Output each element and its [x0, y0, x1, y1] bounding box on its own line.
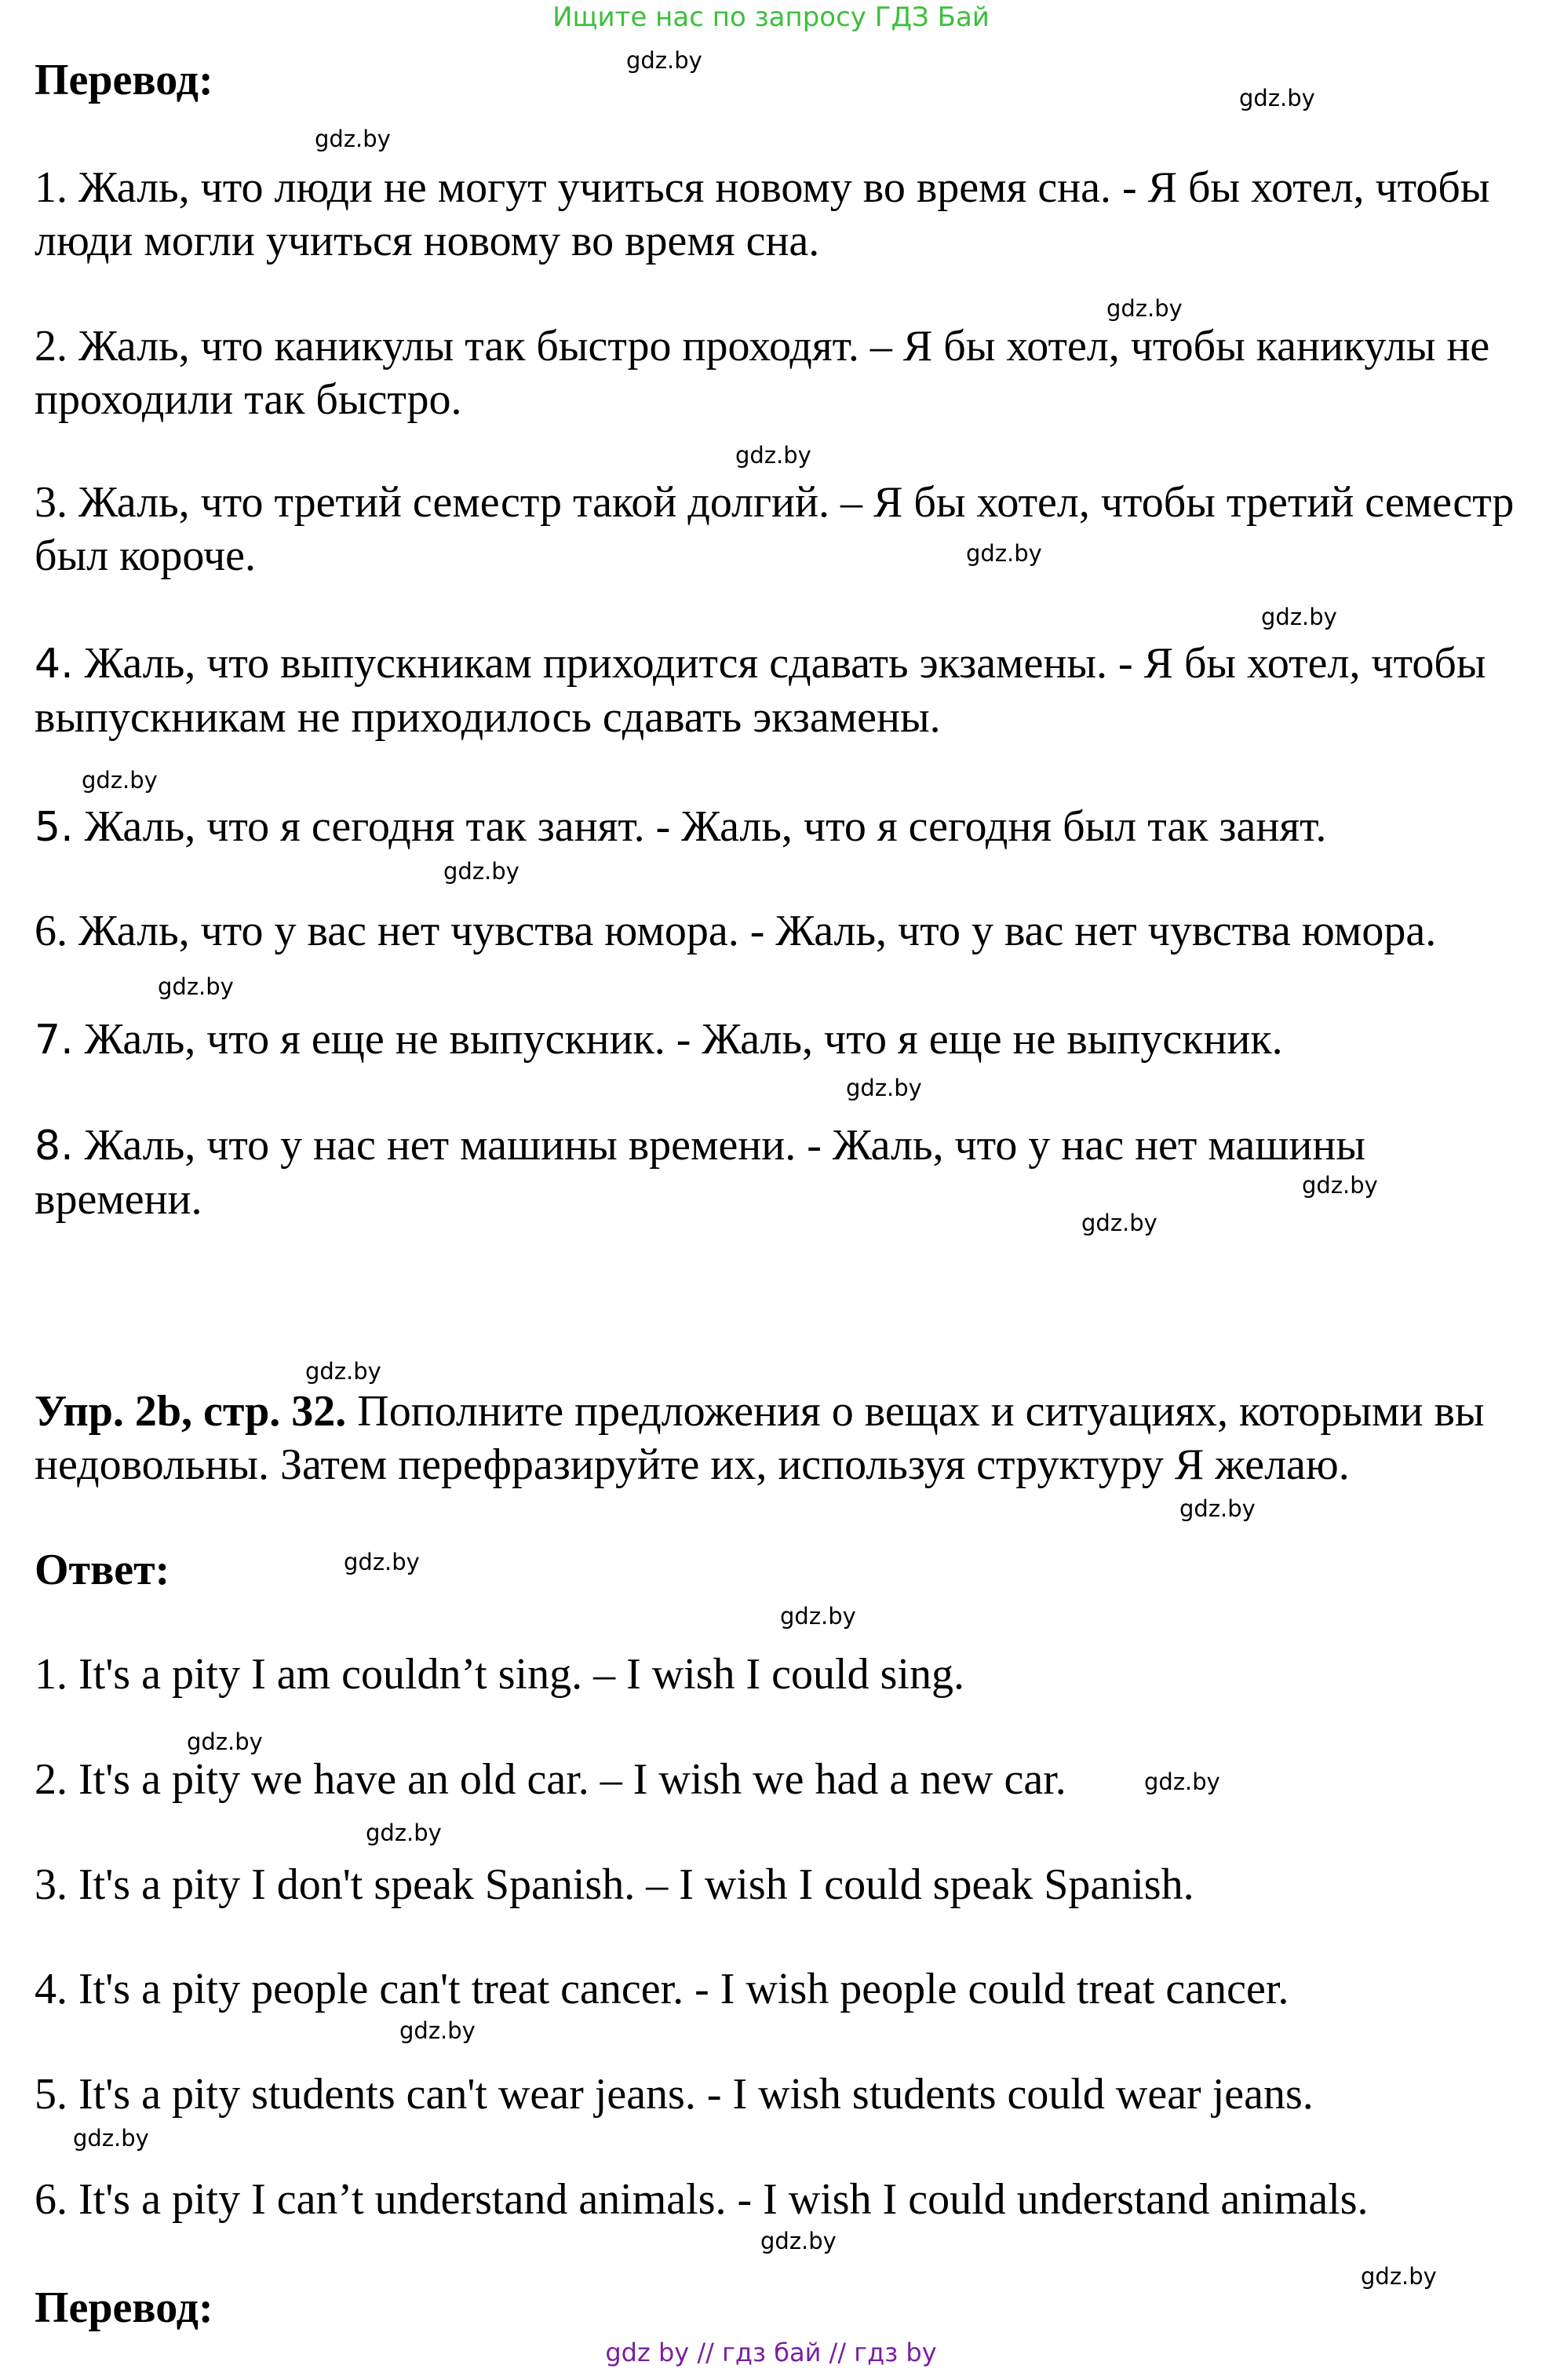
watermark: gdz.by [1239, 85, 1315, 111]
answer-heading: Ответ: [35, 1546, 170, 1594]
item-text: Жаль, что я еще не выпускник. - Жаль, что я еще не выпускник. [73, 1015, 1283, 1064]
translation-heading: Перевод: [35, 56, 213, 104]
item-text: Жаль, что я сегодня так занят. - Жаль, что я сегодня был так занят. [73, 802, 1327, 851]
watermark: gdz.by [1302, 1172, 1378, 1199]
answer-item-1: 1. It's a pity I am couldn’t sing. – I wish I could sing. [35, 1650, 964, 1699]
watermark: gdz.by [315, 126, 391, 152]
watermark: gdz.by [443, 858, 519, 885]
footer-links[interactable]: gdz by // гдз бай // гдз by [605, 2338, 937, 2367]
item-text: Жаль, что у нас нет машины времени. - Жаль, что у нас нет машины времени. [35, 1121, 1365, 1224]
answer-item-6: 6. It's a pity I can’t understand animals. - I wish I could understand animals. [35, 2175, 1369, 2224]
answer-item-3: 3. It's a pity I don't speak Spanish. – I wish I could speak Spanish. [35, 1860, 1194, 1909]
translation-heading-2: Перевод: [35, 2283, 213, 2332]
watermark: gdz.by [1144, 1769, 1220, 1795]
exercise-statement [35, 1385, 1526, 1491]
item-number: 6. [35, 907, 67, 955]
translation-item-4 [35, 637, 1526, 744]
watermark: gdz.by [626, 47, 702, 74]
translation-item-1 [35, 161, 1526, 268]
translation-item-6 [35, 904, 1526, 958]
watermark: gdz.by [760, 2228, 837, 2254]
watermark: gdz.by [187, 1728, 263, 1755]
watermark: gdz.by [366, 1820, 442, 1846]
watermark: gdz.by [1361, 2263, 1437, 2290]
exercise-text: Пополните предложения о вещах и ситуациях, которыми вы недовольны. Затем перефразируйте их, используя структуру Я желаю. [35, 1387, 1485, 1489]
item-text: Жаль, что у вас нет чувства юмора. - Жаль, что у вас нет чувства юмора. [67, 907, 1437, 955]
item-number: 8. [35, 1122, 74, 1170]
watermark: gdz.by [780, 1603, 856, 1630]
watermark: gdz.by [344, 1549, 420, 1575]
answer-item-5: 5. It's a pity students can't wear jeans. - I wish students could wear jeans. [35, 2070, 1314, 2119]
watermark: gdz.by [399, 2017, 476, 2044]
watermark: gdz.by [1179, 1495, 1256, 1522]
watermark: gdz.by [966, 540, 1042, 567]
item-number: 1. [35, 163, 67, 212]
item-number: 4. [35, 641, 74, 688]
watermark: gdz.by [82, 767, 158, 794]
item-number: 5. [35, 804, 74, 851]
watermark: gdz.by [1261, 604, 1337, 630]
watermark: gdz.by [73, 2125, 149, 2152]
watermark: gdz.by [1081, 1210, 1157, 1236]
translation-item-7 [35, 1013, 1526, 1067]
translation-item-3 [35, 476, 1526, 582]
item-text: Жаль, что люди не могут учиться новому во время сна. - Я бы хотел, чтобы люди могли учиться новому во время сна. [35, 163, 1490, 265]
item-text: Жаль, что третий семестр такой долгий. – Я бы хотел, чтобы третий семестр был короче. [35, 478, 1515, 580]
item-number: 3. [35, 478, 67, 527]
top-banner-link[interactable]: Ищите нас по запросу ГДЗ Бай [552, 2, 990, 33]
answer-item-2: 2. It's a pity we have an old car. – I wish we had a new car. [35, 1755, 1066, 1804]
translation-item-2 [35, 319, 1526, 426]
watermark: gdz.by [735, 442, 811, 469]
item-text: Жаль, что каникулы так быстро проходят. – Я бы хотел, чтобы каникулы не проходили так быстро. [35, 322, 1490, 424]
watermark: gdz.by [1106, 295, 1183, 322]
item-number: 2. [35, 322, 67, 371]
watermark: gdz.by [305, 1358, 381, 1385]
exercise-label: Упр. 2b, стр. 32. [35, 1387, 347, 1436]
item-text: Жаль, что выпускникам приходится сдавать экзамены. - Я бы хотел, чтобы выпускникам не приходилось сдавать экзамены. [35, 639, 1486, 742]
answer-item-4: 4. It's a pity people can't treat cancer. - I wish people could treat cancer. [35, 1965, 1289, 2013]
item-number: 7. [35, 1017, 74, 1064]
watermark: gdz.by [158, 973, 234, 1000]
translation-item-5 [35, 800, 1526, 854]
watermark: gdz.by [846, 1075, 922, 1101]
